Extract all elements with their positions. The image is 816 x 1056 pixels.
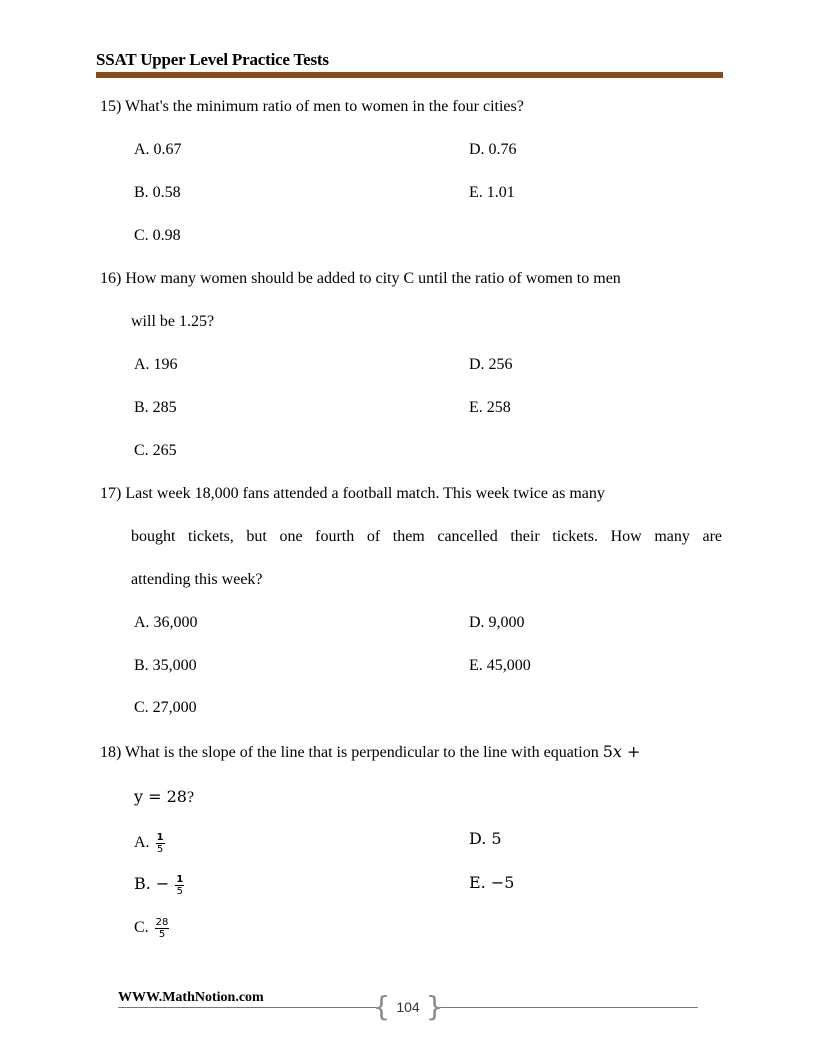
- option-d: D. 256: [469, 356, 513, 373]
- page-number-box: [372, 990, 444, 1023]
- option-b: B. 35,000: [134, 657, 197, 674]
- question-number: 15): [100, 98, 122, 115]
- option-e: [469, 873, 514, 894]
- option-a: A. 196: [134, 356, 178, 373]
- question-stem-line1: How many women should be added to city C until the ratio of women to men: [125, 270, 621, 287]
- denominator: 5: [176, 886, 184, 897]
- option-d: D. 9,000: [469, 614, 525, 631]
- fraction: [155, 917, 170, 940]
- fraction: [175, 874, 184, 897]
- option-e: E. 45,000: [469, 657, 531, 674]
- option-text: D. 5: [469, 829, 502, 848]
- option-c: C. 0.98: [134, 227, 181, 244]
- footer-rule-right: [440, 1007, 698, 1008]
- question-15-text: [100, 97, 524, 117]
- question-number: 18): [100, 744, 122, 761]
- option-e: E. 258: [469, 399, 511, 416]
- question-stem-line2: [134, 787, 194, 808]
- right-brace-icon: }: [425, 990, 444, 1023]
- option-label: A.: [134, 834, 150, 852]
- footer-website-link[interactable]: WWW.MathNotion.com: [118, 990, 264, 1005]
- left-brace-icon: {: [372, 990, 391, 1023]
- fraction: [156, 832, 165, 855]
- numerator: 1: [176, 874, 184, 885]
- question-16-text: [100, 269, 621, 289]
- denominator: 5: [158, 929, 166, 940]
- numerator: 1: [156, 832, 164, 843]
- option-label: C.: [134, 919, 149, 937]
- question-stem-line2: bought tickets, but one fourth of them cancelled their tickets. How many are: [131, 528, 722, 545]
- option-c: C. 265: [134, 442, 177, 459]
- option-c: C. 27,000: [134, 699, 197, 716]
- header-rule: [96, 72, 723, 78]
- numerator: 28: [155, 917, 169, 928]
- option-c: [134, 917, 169, 940]
- option-b: B. 0.58: [134, 184, 181, 201]
- option-d: D. 0.76: [469, 141, 517, 158]
- equation-end: ?: [186, 789, 195, 806]
- equation-part1: 5𝑥 +: [602, 742, 641, 761]
- equation-part2: y = 28: [134, 787, 187, 806]
- question-stem-line1: Last week 18,000 fans attended a football match. This week twice as many: [125, 485, 605, 502]
- option-e: E. 1.01: [469, 184, 515, 201]
- option-a: A. 0.67: [134, 141, 182, 158]
- question-17-text: [100, 484, 605, 504]
- option-b: B. 285: [134, 399, 177, 416]
- denominator: 5: [156, 844, 164, 855]
- option-d: [469, 829, 502, 850]
- option-text: E. −5: [469, 873, 515, 892]
- question-stem: What's the minimum ratio of men to women in the four cities?: [125, 98, 524, 115]
- option-a: [134, 832, 165, 855]
- question-stem-line2: will be 1.25?: [131, 313, 215, 330]
- question-stem-line1: What is the slope of the line that is perpendicular to the line with equation: [125, 744, 599, 761]
- option-a: A. 36,000: [134, 614, 198, 631]
- question-number: 17): [100, 485, 122, 502]
- option-label: B. −: [134, 874, 170, 894]
- question-18-text: [100, 742, 640, 763]
- option-b: [134, 874, 184, 897]
- footer-rule-left: [118, 1007, 376, 1008]
- question-stem-line3: attending this week?: [131, 571, 263, 588]
- header-title: SSAT Upper Level Practice Tests: [96, 50, 329, 69]
- page-number: 104: [396, 999, 420, 1015]
- question-number: 16): [100, 270, 122, 287]
